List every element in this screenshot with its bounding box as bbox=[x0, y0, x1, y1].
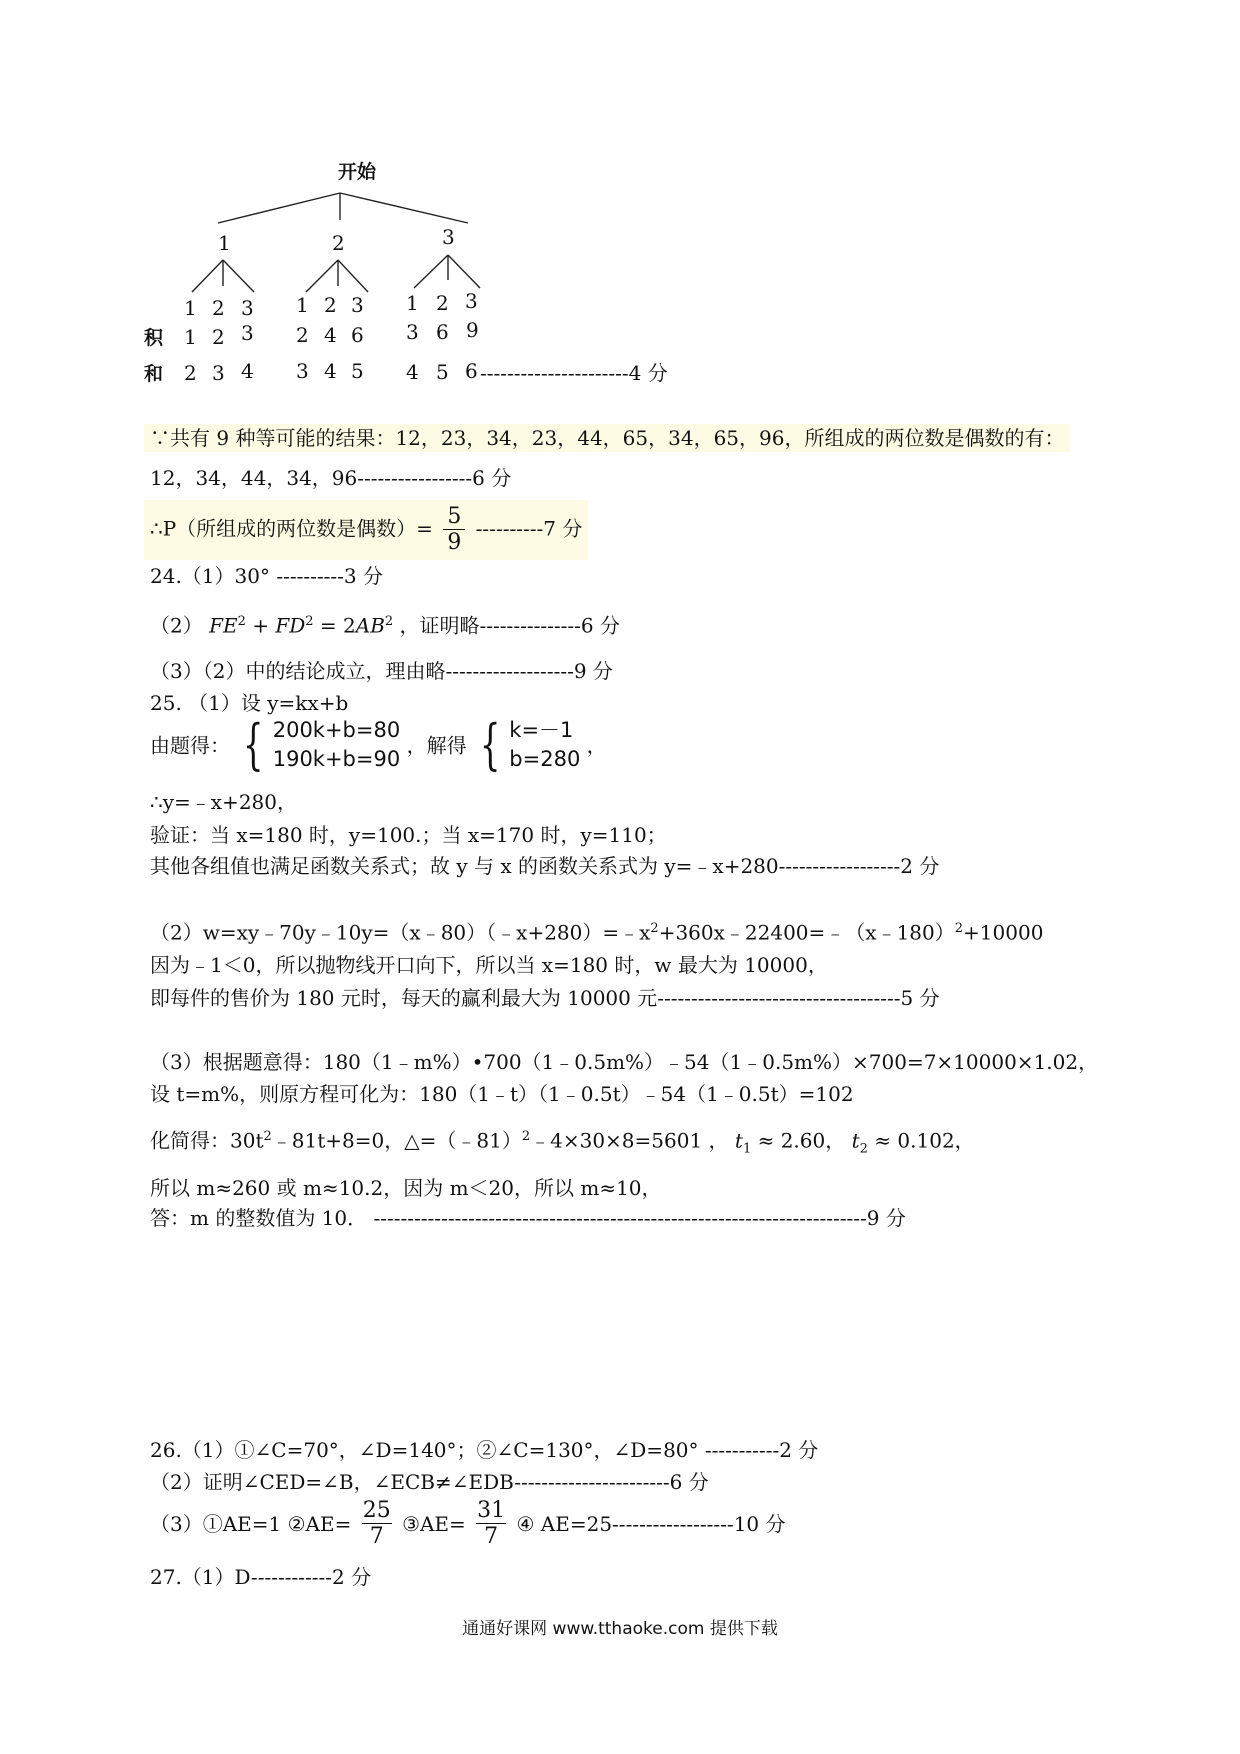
tree-leaf: 1 bbox=[296, 293, 309, 317]
line-q25-3: （3）根据题意得：180（1﹣m%）•700（1﹣0.5m%）﹣54（1﹣0.5m%）×700=7×10000×1.02， bbox=[150, 1050, 1099, 1074]
brace: { bbox=[479, 713, 501, 777]
tree-branch-3: 3 bbox=[442, 225, 455, 249]
line-q26-2: （2）证明∠CED=∠B，∠ECB≠∠EDB-----------------------6 分 bbox=[150, 1470, 709, 1494]
q24-2-suffix: ，证明略---------------6 分 bbox=[399, 613, 620, 638]
simplify-part-c: ﹣4×30×8=5601 ， bbox=[530, 1128, 729, 1153]
tree-branch-lines bbox=[192, 255, 480, 292]
probability-prefix: ∴P（所组成的两位数是偶数）= bbox=[150, 516, 433, 541]
system-end: ， bbox=[586, 733, 607, 758]
page-footer: 通通好课网 www.tthaoke.com 提供下载 bbox=[462, 1619, 778, 1639]
tree-branch-2: 2 bbox=[332, 231, 345, 255]
line-q24-1: 24.（1）30° ----------3 分 bbox=[150, 564, 383, 588]
line-answer: 答：m 的整数值为 10． -------------------------------------------------------------------------9 分 bbox=[150, 1206, 906, 1230]
simplify-part-b: ﹣81t+8=0，△=（﹣81） bbox=[271, 1128, 522, 1153]
brace: { bbox=[243, 713, 264, 777]
system-mid: ，解得 bbox=[406, 733, 467, 758]
product-value: 1 bbox=[184, 325, 197, 349]
q26-3-part-b: ③AE= bbox=[402, 1511, 466, 1536]
formula-fd: FD bbox=[275, 613, 306, 638]
sum-row-label: 和 bbox=[144, 363, 164, 385]
line-q24-3: （3）（2）中的结论成立，理由略-------------------9 分 bbox=[150, 659, 613, 683]
line-m-values: 所以 m≈260 或 m≈10.2，因为 m＜20，所以 m≈10， bbox=[150, 1176, 662, 1200]
product-value: 6 bbox=[351, 323, 364, 347]
line-parabola: 因为﹣1＜0，所以抛物线开口向下，所以当 x=180 时，w 最大为 10000， bbox=[150, 953, 828, 977]
tree-leaf: 1 bbox=[184, 296, 197, 320]
line-simplify bbox=[150, 1130, 975, 1156]
tree-leaf: 2 bbox=[324, 293, 337, 317]
q25-2-part-b: +360x﹣22400=﹣（x﹣180） bbox=[658, 920, 955, 945]
exponent: 2 bbox=[650, 921, 659, 936]
solution-b: b=280 bbox=[509, 747, 581, 772]
tree-root: 开始 bbox=[338, 161, 377, 183]
system-equations bbox=[236, 713, 401, 777]
exponent: 2 bbox=[521, 1129, 531, 1144]
line-q25-1: 25. （1）设 y=kx+b bbox=[150, 691, 349, 715]
line-probability bbox=[144, 500, 588, 560]
line-substitution: 设 t=m%，则原方程可化为：180（1﹣t）（1﹣0.5t）﹣54（1﹣0.5t）=102 bbox=[150, 1082, 854, 1106]
product-row-label: 积 bbox=[144, 327, 164, 349]
tree-leaf: 1 bbox=[406, 291, 419, 315]
sum-value: 4 bbox=[324, 359, 337, 383]
sum-value: 4 bbox=[406, 360, 419, 384]
q26-3-part-c: ④ AE=25------------------10 分 bbox=[516, 1511, 786, 1536]
line-outcomes: ∵共有 9 种等可能的结果：12，23，34，23，44，65，34，65，96，所组成的两位数是偶数的有： bbox=[144, 424, 1070, 452]
line-relation: 其他各组值也满足函数关系式；故 y 与 x 的函数关系式为 y=﹣x+280------------------2 分 bbox=[150, 854, 940, 878]
fraction-numerator: 31 bbox=[477, 1498, 506, 1523]
q24-2-prefix: （2） bbox=[150, 613, 203, 638]
equation-2: 190k+b=90 bbox=[272, 747, 401, 772]
tree-leaf: 3 bbox=[351, 293, 364, 317]
tree-leaf: 2 bbox=[212, 296, 225, 320]
tree-leaf: 3 bbox=[465, 289, 478, 313]
fraction-25-7 bbox=[362, 1498, 392, 1550]
q25-2-part-c: +10000 bbox=[963, 920, 1044, 945]
simplify-part-a: 化简得：30t bbox=[150, 1128, 264, 1153]
product-value: 4 bbox=[324, 323, 337, 347]
probability-score: ----------7 分 bbox=[475, 516, 583, 541]
sum-value: 5 bbox=[436, 360, 449, 384]
exponent: 2 bbox=[305, 614, 314, 629]
sum-value: 5 bbox=[351, 359, 364, 383]
formula-equals: = 2 bbox=[319, 613, 356, 638]
line-equation-system bbox=[150, 713, 607, 777]
line-q25-2 bbox=[150, 922, 1043, 943]
tree-score: ----------------------4 分 bbox=[480, 361, 668, 385]
line-function: ∴y=﹣x+280， bbox=[150, 790, 297, 814]
q26-3-part-a: （3）①AE=1 ②AE= bbox=[150, 1511, 352, 1536]
solution-k: k=－1 bbox=[509, 718, 574, 742]
fraction-denominator: 7 bbox=[484, 1524, 499, 1550]
q25-2-part-a: （2）w=xy﹣70y﹣10y=（x﹣80）（﹣x+280）=﹣x bbox=[150, 920, 651, 945]
system-prefix: 由题得： bbox=[150, 733, 230, 758]
formula-fe: FE bbox=[209, 613, 238, 638]
probability-fraction bbox=[443, 504, 465, 556]
line-max-profit: 即每件的售价为 180 元时，每天的赢利最大为 10000 元------------------------------------5 分 bbox=[150, 986, 940, 1010]
sum-value: 3 bbox=[296, 359, 309, 383]
exponent: 2 bbox=[237, 614, 246, 629]
product-value: 9 bbox=[466, 318, 479, 342]
fraction-numerator: 25 bbox=[362, 1498, 391, 1523]
tree-branch-1: 1 bbox=[218, 231, 231, 255]
tree-leaf: 3 bbox=[241, 296, 254, 320]
exponent: 2 bbox=[954, 921, 964, 936]
fraction-numerator: 5 bbox=[447, 504, 462, 529]
line-even-list: 12，34，44，34，96-----------------6 分 bbox=[150, 466, 512, 490]
formula-ab: AB bbox=[355, 613, 385, 638]
fraction-denominator: 7 bbox=[369, 1524, 384, 1550]
product-value: 3 bbox=[241, 321, 254, 345]
product-value: 3 bbox=[406, 320, 419, 344]
exponent: 2 bbox=[384, 614, 394, 629]
root-t2: t bbox=[851, 1128, 860, 1153]
line-verify: 验证：当 x=180 时，y=100.；当 x=170 时，y=110； bbox=[150, 823, 667, 847]
subscript: 2 bbox=[859, 1141, 868, 1157]
product-value: 6 bbox=[436, 320, 449, 344]
sum-value: 2 bbox=[184, 361, 197, 385]
formula-plus: + bbox=[252, 613, 276, 638]
fraction-31-7 bbox=[476, 1498, 506, 1550]
subscript: 1 bbox=[742, 1141, 752, 1157]
root-t2-value: ≈ 0.102， bbox=[867, 1128, 975, 1153]
equation-1: 200k+b=80 bbox=[272, 718, 401, 742]
system-solution bbox=[473, 713, 581, 777]
tree-diagram bbox=[140, 150, 760, 400]
product-value: 2 bbox=[212, 325, 225, 349]
fraction-denominator: 9 bbox=[447, 530, 462, 556]
sum-value: 3 bbox=[212, 361, 225, 385]
line-q26-1: 26.（1）①∠C=70°，∠D=140°；②∠C=130°，∠D=80° -----------2 分 bbox=[150, 1438, 819, 1462]
product-value: 2 bbox=[296, 323, 309, 347]
root-t1-value: ≈ 2.60， bbox=[751, 1128, 846, 1153]
sum-value: 4 bbox=[241, 359, 254, 383]
line-q24-2 bbox=[150, 615, 620, 636]
tree-root-lines bbox=[218, 193, 468, 223]
exponent: 2 bbox=[263, 1129, 272, 1144]
sum-value: 6 bbox=[465, 359, 478, 383]
line-q26-3 bbox=[150, 1498, 786, 1550]
root-t1: t bbox=[734, 1128, 743, 1153]
tree-leaf: 2 bbox=[436, 291, 449, 315]
line-q27-1: 27.（1）D------------2 分 bbox=[150, 1565, 372, 1589]
